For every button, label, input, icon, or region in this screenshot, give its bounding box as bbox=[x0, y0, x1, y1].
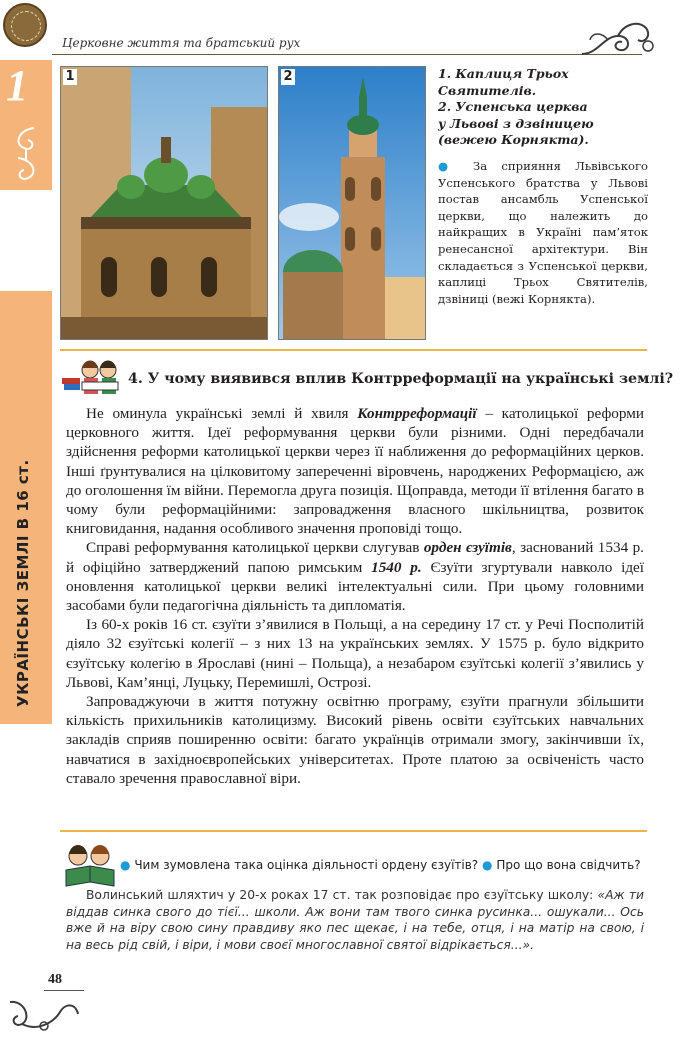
chapter-number: 1 bbox=[6, 61, 28, 110]
seal-emblem bbox=[3, 3, 47, 47]
pupils-with-book-icon bbox=[60, 842, 120, 888]
caption-line: у Львові з дзвіницею bbox=[438, 115, 594, 131]
paragraph: Із 60-х років 16 ст. єзуїти з’явилися в Польщі, а на середину 17 ст. у Речі Посполитій діяло 32 єзуїтські колегії – з них 13 на українських землях. У 1575 р. було відкрито єзуїтську колегію в Ярославі (нині – Польща), а незабаром єзуїтські колегії з’явились у Львові, Кам’янці, Луцьку, Перемишлі, Острозі. bbox=[66, 616, 644, 691]
description-text: За сприяння Львівського Успенського братства у Львові постав ансамбль Успенської церкви, що належить до найкращих в Україні пам’яток ренесансної архітектури. Він складається з Успенської церкви, каплиці Трьох Святителів, дзвіниці (вежі Корнякта). bbox=[438, 159, 649, 306]
caption-line: (вежею Корнякта). bbox=[438, 132, 589, 147]
scroll-ornament-icon bbox=[8, 124, 44, 184]
term-jesuit-order: орден єзуїтів bbox=[423, 539, 512, 557]
discussion-questions bbox=[120, 858, 641, 872]
question-2: Про що вона свідчить? bbox=[496, 858, 641, 872]
section-divider bbox=[60, 830, 647, 832]
bullet-icon: ● bbox=[482, 858, 493, 872]
photo-number: 1 bbox=[63, 69, 77, 85]
caption-line: Святителів. bbox=[438, 82, 537, 98]
bell-tower-photo bbox=[278, 66, 426, 340]
paragraph: Справі реформування католицької церкви слугував орден єзуїтів, заснований 1534 р. й офіційно затверджений папою римським 1540 р. Єзуїти згуртували навколо ідеї оновлення католицької церкви великі інтелектуальні сили. При цьому головними засобами були педагогічна діяльність та дипломатія. bbox=[66, 539, 645, 615]
side-section-title: УКРАЇНСЬКІ ЗЕМЛІ В 16 ст. bbox=[14, 459, 32, 707]
question-1: Чим зумовлена така оцінка діяльності ордену єзуїтів? bbox=[134, 858, 479, 872]
bullet-icon: ● bbox=[120, 858, 131, 872]
paragraph: Запроваджуючи в життя потужну освітню програму, єзуїти прагнули збільшити кількість прихильників католицизму. Високий рівень освіти єзуїтських навчальних закладів сприяв поширенню освіти: багато українців отримали змогу, закінчивши їх, навчатися в західноєвропейських університетах. Проте платою за освіченість часто ставало зречення православної віри. bbox=[66, 693, 644, 787]
body-text bbox=[66, 404, 644, 788]
quote-text: «Аж ти віддав синка свого до тієї... школи. Аж вони там твого синка русинка... ошукали... Ось вже й на віру свою сину правдиву яко пес щекає, і на тебе, отця, і на матір на свою, і на весь рід свій, і віри, і мови своєї многославної святої відрікається...». bbox=[66, 888, 644, 952]
floral-ornament-icon bbox=[578, 16, 658, 62]
floral-ornament-icon bbox=[4, 992, 84, 1036]
quote-intro: Волинський шляхтич у 20-х роках 17 ст. так розповідає про єзуїтську школу: bbox=[86, 888, 598, 902]
quote-paragraph bbox=[66, 887, 644, 953]
photo-description bbox=[438, 158, 648, 307]
page-number: 48 bbox=[48, 972, 62, 987]
source-quote bbox=[66, 887, 644, 953]
section-divider bbox=[60, 349, 647, 351]
running-header: Церковне життя та братський рух bbox=[62, 36, 301, 50]
header-rule bbox=[52, 54, 642, 55]
pupils-reading-icon bbox=[60, 356, 122, 396]
photo-caption bbox=[438, 66, 648, 149]
page-number-rule bbox=[44, 990, 84, 991]
photo-number: 2 bbox=[281, 69, 295, 85]
term-year-1540: 1540 р. bbox=[371, 558, 422, 576]
paragraph: Не оминула українські землі й хвиля Контрреформації – католицької реформи церковного життя. Ідеї реформування церкви були різними. Одні передбачали здійснення реформи католицької церкви через її наближення до реформаційних церков. Інші ґрунтувалися на цілковитому запереченні віровчень, народжених Реформацією, аж до оголошення їм війни. Перемогла друга позиція. Щоправда, методи її втілення багато в чому були реформаційними: запровадження власного шкільництва, розвиток книговидання, надання особливого значення проповіді тощо. bbox=[66, 405, 644, 538]
term-counter-reformation: Контрреформації bbox=[357, 405, 477, 422]
chapel-photo bbox=[60, 66, 268, 340]
section-heading: 4. У чому виявився вплив Контрреформації на українські землі? bbox=[128, 371, 674, 387]
caption-line: 2. Успенська церква bbox=[438, 99, 588, 114]
bullet-icon: ● bbox=[438, 159, 459, 173]
caption-line: 1. Каплиця Трьох bbox=[438, 66, 569, 81]
